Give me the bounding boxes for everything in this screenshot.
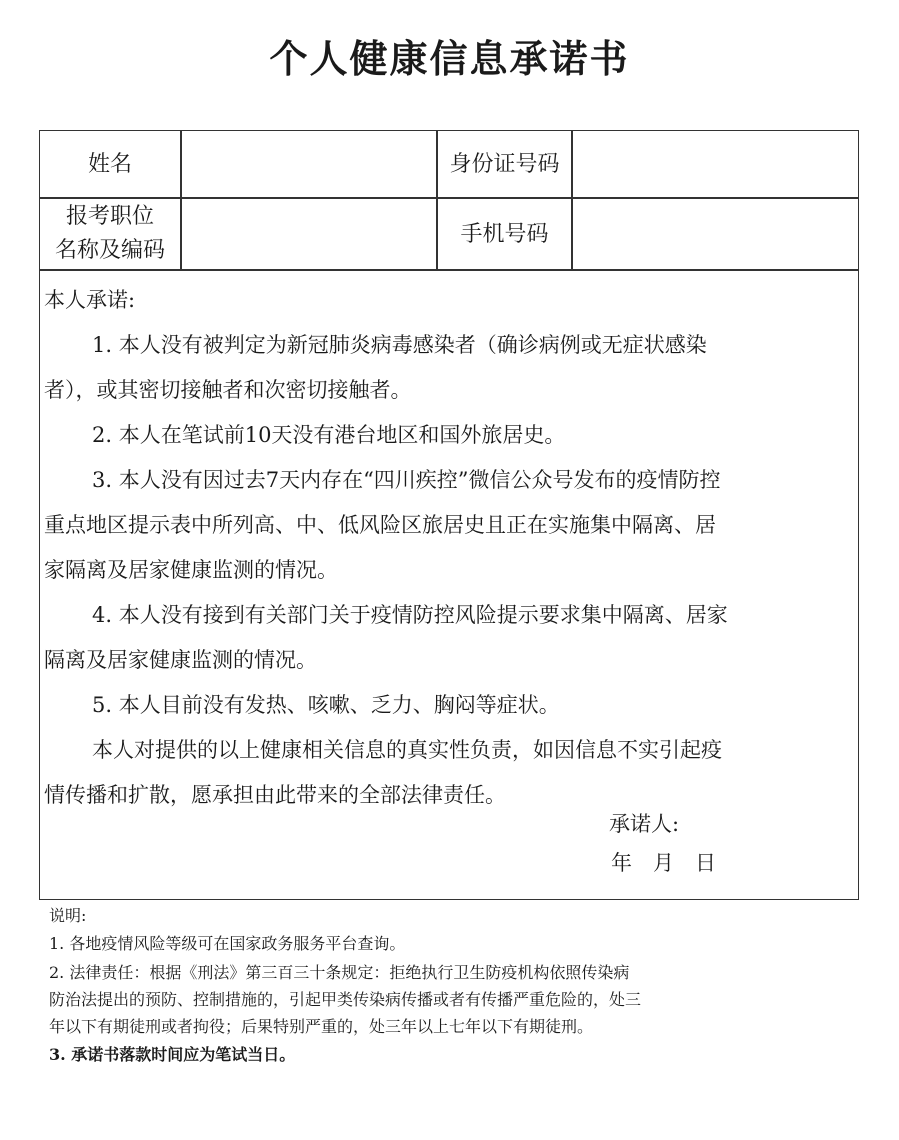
signer-label: 承诺人: [609,812,680,836]
note-3: 3. 承诺书落款时间应为笔试当日。 [49,1045,296,1064]
phone-field[interactable] [573,199,858,269]
pledge-item-3-line2: 重点地区提示表中所列高、中、低风险区旅居史且正在实施集中隔离、居 [44,513,716,537]
pledge-item-3-line3: 家隔离及居家健康监测的情况。 [44,558,338,582]
name-field[interactable] [182,131,436,197]
id-number-field[interactable] [573,131,858,197]
pledge-item-4-line2: 隔离及居家健康监测的情况。 [44,648,317,672]
pledge-item-4-line1: 4. 本人没有接到有关部门关于疫情防控风险提示要求集中隔离、居家 [92,603,728,627]
responsibility-line1: 本人对提供的以上健康相关信息的真实性负责，如因信息不实引起疫 [92,738,722,762]
document-title: 个人健康信息承诺书 [269,37,630,81]
position-label-line1: 报考职位 [65,204,154,229]
name-label: 姓名 [87,152,132,177]
pledge-item-1-line2: 者），或其密切接触者和次密切接触者。 [44,378,412,402]
note-2-line2: 防治法提出的预防、控制措施的，引起甲类传染病传播或者有传播严重危险的，处三 [49,990,642,1009]
pledge-item-2: 2. 本人在笔试前10天没有港台地区和国外旅居史。 [92,423,566,447]
position-field[interactable] [182,199,436,269]
pledge-form-table [39,130,859,900]
note-2-line3: 年以下有期徒刑或者拘役；后果特别严重的，处三年以上七年以下有期徒刑。 [49,1017,594,1036]
responsibility-line2: 情传播和扩散，愿承担由此带来的全部法律责任。 [44,783,506,807]
row-divider-2 [40,269,858,271]
date-label: 年 月 日 [611,851,716,875]
pledge-item-3-line1: 3. 本人没有因过去7天内存在“四川疾控”微信公众号发布的疫情防控 [92,468,721,492]
pledge-item-1-line1: 1. 本人没有被判定为新冠肺炎病毒感染者（确诊病例或无症状感染 [92,333,707,357]
id-number-label: 身份证号码 [449,152,560,177]
note-2-line1: 2. 法律责任：根据《刑法》第三百三十条规定：拒绝执行卫生防疫机构依照传染病 [49,963,630,982]
phone-label: 手机号码 [460,222,549,247]
pledge-item-5: 5. 本人目前没有发热、咳嗽、乏力、胸闷等症状。 [92,693,560,717]
note-1: 1. 各地疫情风险等级可在国家政务服务平台查询。 [49,934,406,953]
pledge-intro: 本人承诺: [44,288,136,312]
position-label-line2: 名称及编码 [54,238,165,263]
notes-header: 说明: [49,906,87,925]
